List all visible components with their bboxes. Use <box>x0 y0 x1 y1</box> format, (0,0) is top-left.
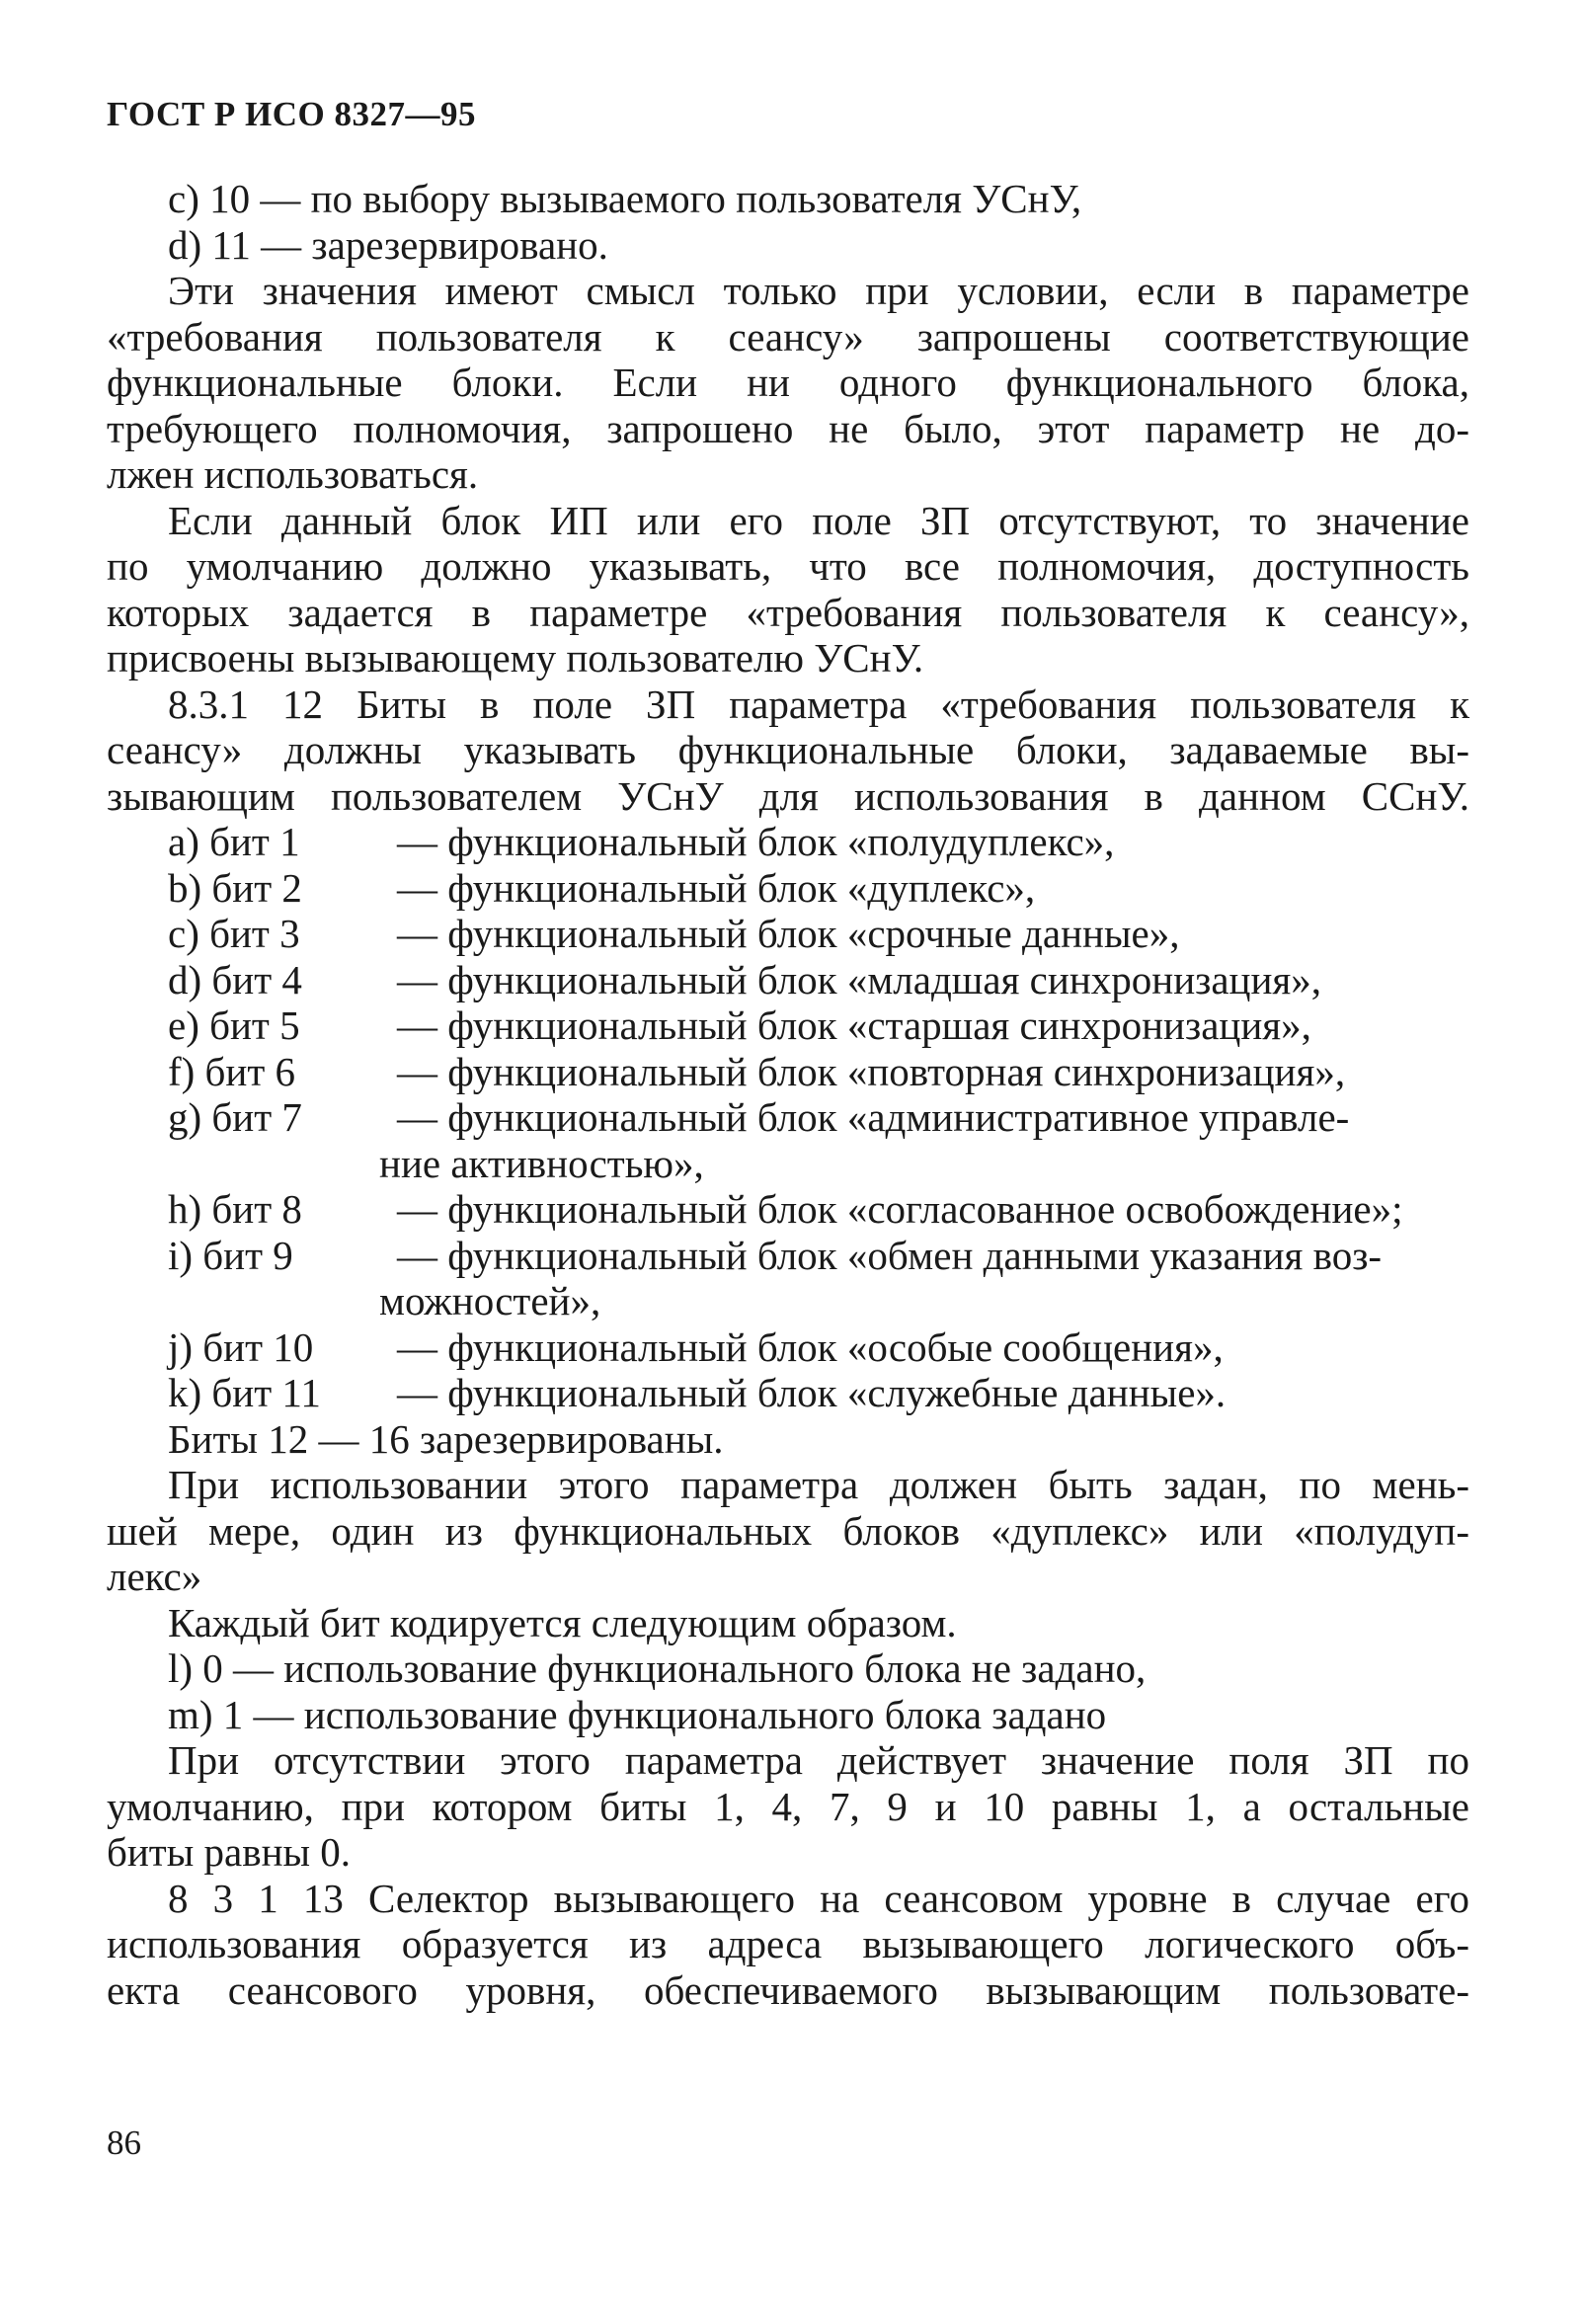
bit-label: e) бит 5 <box>168 1002 300 1048</box>
text-line: биты равны 0. <box>107 1829 352 1875</box>
text-line: зывающим пользователем УСнУ для использования в данном ССнУ. <box>107 772 1469 819</box>
page-number: 86 <box>107 2124 141 2162</box>
text-line: 8 3 1 13 Селектор вызывающего на сеансовом уровне в случае его <box>168 1875 1469 1921</box>
bit-text: — функциональный блок «особые сообщения», <box>397 1323 1224 1370</box>
bit-list-item <box>107 1094 1469 1141</box>
bit-text-continuation: можностей», <box>379 1278 601 1323</box>
bit-list-item <box>107 957 1469 1003</box>
text-line: которых задается в параметре «требования пользователя к сеансу», <box>107 589 1469 635</box>
text-line: Эти значения имеют смысл только при условии, если в параметре <box>168 268 1469 313</box>
text-line: лжен использоваться. <box>107 451 479 497</box>
bit-list-item <box>107 1002 1469 1049</box>
text-line: 8.3.1 12 Биты в поле ЗП параметра «требования пользователя к <box>168 681 1469 727</box>
bit-list-item <box>107 865 1469 912</box>
text-line: использования образуется из адреса вызывающего логического объ- <box>107 1921 1469 1966</box>
text-line: c) 10 — по выбору вызываемого пользователя УСнУ, <box>168 176 1082 221</box>
bit-list-item <box>107 819 1469 865</box>
bit-label: i) бит 9 <box>168 1232 293 1278</box>
bit-label: f) бит 6 <box>168 1048 296 1094</box>
bit-text: — функциональный блок «обмен данными указания воз- <box>397 1232 1383 1278</box>
bit-label: h) бит 8 <box>168 1186 302 1232</box>
text-line: Если данный блок ИП или его поле ЗП отсутствуют, то значение <box>168 497 1469 543</box>
bit-text: — функциональный блок «младшая синхронизация», <box>397 956 1322 1002</box>
bit-text: — функциональный блок «повторная синхронизация», <box>397 1048 1346 1094</box>
text-line: лекс» <box>107 1554 202 1599</box>
text-line: шей мере, один из функциональных блоков «дуплекс» или «полудуп- <box>107 1507 1469 1554</box>
bit-list-item <box>107 1049 1469 1095</box>
text-line: Биты 12 — 16 зарезервированы. <box>168 1415 724 1462</box>
text-line: требующего полномочия, запрошено не было, этот параметр не до- <box>107 405 1469 451</box>
bit-label: g) бит 7 <box>168 1094 302 1140</box>
bit-text: — функциональный блок «срочные данные», <box>397 911 1180 956</box>
bit-text-continuation: ние активностью», <box>379 1140 704 1186</box>
text-line: m) 1 — использование функционального блока задано <box>168 1691 1107 1737</box>
text-line: При использовании этого параметра должен быть задан, по мень- <box>168 1462 1469 1507</box>
bit-list-item <box>107 1186 1469 1233</box>
bit-list <box>107 819 1469 1416</box>
page-header-title: ГОСТ Р ИСО 8327—95 <box>107 95 477 133</box>
text-line: екта сеансового уровня, обеспечиваемого вызывающим пользовате- <box>107 1966 1469 2013</box>
bit-label: k) бит 11 <box>168 1370 321 1415</box>
bit-label: b) бит 2 <box>168 864 302 911</box>
text-line: функциональные блоки. Если ни одного функционального блока, <box>107 360 1469 405</box>
bit-text: — функциональный блок «согласованное освобождение»; <box>397 1186 1403 1232</box>
bit-list-item <box>107 911 1469 957</box>
bit-label: d) бит 4 <box>168 956 302 1002</box>
text-line: Каждый бит кодируется следующим образом. <box>168 1599 957 1645</box>
text-line: При отсутствии этого параметра действует значение поля ЗП по <box>168 1737 1469 1783</box>
bit-label: c) бит 3 <box>168 911 300 956</box>
bit-text: — функциональный блок «дуплекс», <box>397 864 1036 911</box>
bit-text: — функциональный блок «служебные данные». <box>397 1370 1227 1415</box>
bit-list-item <box>107 1370 1469 1416</box>
text-line: присвоены вызывающему пользователю УСнУ. <box>107 635 924 681</box>
text-line: умолчанию, при котором биты 1, 4, 7, 9 и 10 равны 1, а остальные <box>107 1783 1469 1829</box>
text-line: «требования пользователя к сеансу» запрошены соответствующие <box>107 313 1469 360</box>
bit-list-item <box>107 1324 1469 1371</box>
text-line: сеансу» должны указывать функциональные блоки, задаваемые вы- <box>107 727 1469 772</box>
document-body <box>107 176 1469 2013</box>
bit-text: — функциональный блок «старшая синхронизация», <box>397 1002 1311 1048</box>
bit-text: — функциональный блок «полудуплекс», <box>397 819 1115 864</box>
text-line: l) 0 — использование функционального блока не задано, <box>168 1645 1147 1691</box>
text-line: d) 11 — зарезервировано. <box>168 221 608 268</box>
bit-label: a) бит 1 <box>168 819 300 864</box>
text-line: по умолчанию должно указывать, что все полномочия, доступность <box>107 543 1469 589</box>
bit-label: j) бит 10 <box>168 1323 314 1370</box>
bit-list-item <box>107 1233 1469 1279</box>
bit-text: — функциональный блок «административное управле- <box>397 1094 1350 1140</box>
